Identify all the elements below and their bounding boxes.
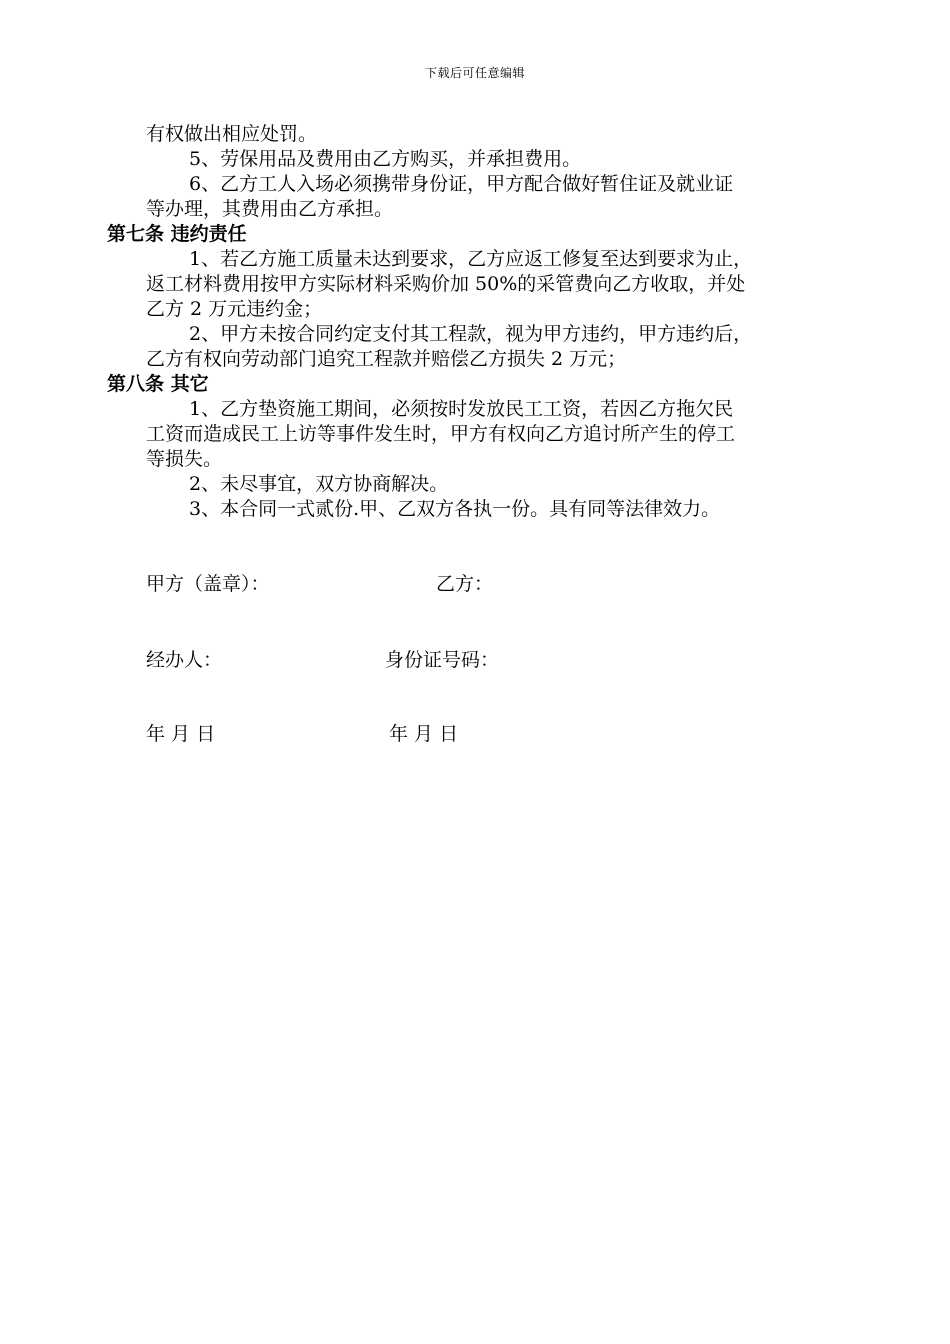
body-line: 乙方 2 万元违约金； [146,298,323,320]
body-line: 返工材料费用按甲方实际材料采购价加 50%的采管费向乙方收取，并处 [146,273,746,295]
clause-item: 1、乙方垫资施工期间，必须按时发放民工工资，若因乙方拖欠民 [189,398,734,420]
agent-label: 经办人： [146,649,223,671]
party-b-label: 乙方： [436,573,494,595]
body-line: 乙方有权向劳动部门追究工程款并赔偿乙方损失 2 万元； [146,348,627,370]
contract-body [107,122,867,522]
page-header: 下载后可任意编辑 [424,66,525,80]
signature-row-parties [0,571,950,597]
clause-item: 2、甲方未按合同约定支付其工程款，视为甲方违约，甲方违约后， [189,323,753,345]
date-b-label: 年 月 日 [389,723,459,745]
article-7-heading: 第七条 违约责任 [107,223,247,245]
clause-item: 5、劳保用品及费用由乙方购买，并承担费用。 [189,148,582,170]
clause-item: 2、未尽事宜，双方协商解决。 [189,473,449,495]
party-a-seal-label: 甲方（盖章）： [146,573,270,595]
body-line: 有权做出相应处罚。 [146,123,318,145]
body-line: 工资而造成民工上访等事件发生时，甲方有权向乙方追讨所产生的停工 [146,423,736,445]
body-line: 等损失。 [146,448,223,470]
id-number-label: 身份证号码： [385,649,500,671]
clause-item: 1、若乙方施工质量未达到要求，乙方应返工修复至达到要求为止， [189,248,753,270]
clause-item: 3、本合同一式贰份.甲、乙双方各执一份。具有同等法律效力。 [189,498,721,520]
date-a-label: 年 月 日 [146,723,216,745]
article-8-heading: 第八条 其它 [107,373,209,395]
signature-row-date [0,721,950,747]
body-line: 等办理，其费用由乙方承担。 [146,198,394,220]
signature-row-agent [0,647,950,673]
clause-item: 6、乙方工人入场必须携带身份证，甲方配合做好暂住证及就业证 [189,173,734,195]
